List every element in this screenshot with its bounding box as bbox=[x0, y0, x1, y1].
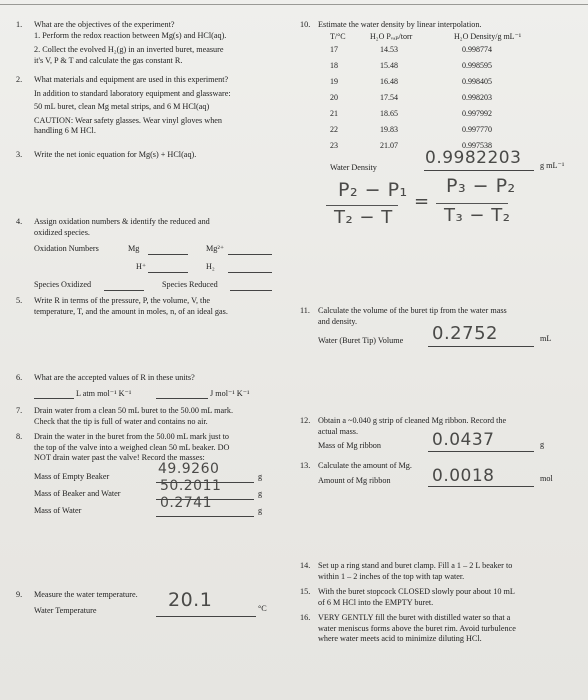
table-cell: 19 bbox=[330, 77, 338, 87]
q14 bbox=[318, 561, 584, 582]
q2 bbox=[34, 75, 296, 137]
r-latm-blank bbox=[34, 398, 74, 399]
mass-water-line bbox=[156, 516, 254, 517]
table-header: T/°C bbox=[330, 32, 346, 41]
q10-number: 10. bbox=[300, 20, 311, 29]
table-cell: 0.998595 bbox=[462, 61, 492, 71]
formula-equals: = bbox=[414, 191, 430, 212]
q5-line: temperature, T, and the amount in moles, n, of an ideal gas. bbox=[34, 306, 228, 316]
table-cell: 0.998774 bbox=[462, 45, 492, 55]
mg2-blank bbox=[228, 254, 272, 255]
h2-label: H₂ bbox=[206, 262, 215, 271]
water-temp-label: Water Temperature bbox=[34, 606, 97, 615]
table-cell: 21.07 bbox=[380, 141, 398, 151]
table-cell: 0.998405 bbox=[462, 77, 492, 87]
water-density-label: Water Density bbox=[330, 163, 377, 172]
tip-volume-label: Water (Buret Tip) Volume bbox=[318, 336, 404, 345]
q1-item-2: 2. Collect the evolved H₂(g) in an inverted buret, measure bbox=[34, 45, 224, 54]
q4-line: oxidized species. bbox=[34, 227, 90, 237]
q6-text: What are the accepted values of R in these units? bbox=[34, 373, 195, 382]
table-cell: 14.53 bbox=[380, 45, 398, 55]
formula-left-denominator: T₂ − T bbox=[334, 207, 393, 228]
table-cell: 0.997770 bbox=[462, 125, 492, 135]
q16 bbox=[318, 613, 584, 645]
q16-line: water meniscus forms above the buret rim. Avoid turbulence bbox=[318, 623, 516, 633]
table-cell: 18.65 bbox=[380, 109, 398, 119]
q10-text: Estimate the water density by linear interpolation. bbox=[318, 20, 482, 29]
r-latm-unit: L atm mol⁻¹ K⁻¹ bbox=[76, 389, 132, 398]
q7-line: Drain water from a clean 50 mL buret to the 50.00 mL mark. bbox=[34, 406, 234, 415]
q2-line: handling 6 M HCl. bbox=[34, 126, 96, 135]
q8-line: Drain the water in the buret from the 50.00 mL mark just to bbox=[34, 432, 230, 441]
q2-line: 50 mL buret, clean Mg metal strips, and 6 M HCl(aq) bbox=[34, 102, 210, 111]
q4-number: 4. bbox=[16, 217, 23, 226]
tip-volume-value: 0.2752 bbox=[432, 323, 498, 344]
water-density-unit: g mL⁻¹ bbox=[540, 161, 565, 170]
q15-number: 15. bbox=[300, 587, 311, 596]
table-cell: 0.997992 bbox=[462, 109, 492, 119]
table-cell: 22 bbox=[330, 125, 338, 135]
table-cell: 23 bbox=[330, 141, 338, 151]
mg2-label: Mg²⁺ bbox=[206, 244, 225, 253]
oxidized-blank bbox=[104, 290, 144, 291]
species-reduced-label: Species Reduced bbox=[162, 280, 218, 289]
water-temp-unit: °C bbox=[258, 604, 267, 613]
formula-left-numerator: P₂ − P₁ bbox=[338, 179, 408, 201]
q5-number: 5. bbox=[16, 296, 23, 305]
table-cell: 15.48 bbox=[380, 61, 398, 71]
table-row bbox=[330, 74, 554, 90]
mg-mass-value: 0.0437 bbox=[432, 430, 495, 450]
q4-line: Assign oxidation numbers & identify the reduced and bbox=[34, 217, 210, 226]
q8-line: NOT drain water past the valve! Record the masses: bbox=[34, 453, 205, 462]
table-row bbox=[330, 58, 554, 74]
mass-water-value: 0.2741 bbox=[160, 495, 212, 511]
reduced-blank bbox=[230, 290, 272, 291]
h2-blank bbox=[228, 272, 272, 273]
q12-number: 12. bbox=[300, 416, 311, 425]
tip-volume-line bbox=[428, 346, 534, 347]
hplus-blank bbox=[148, 272, 188, 273]
top-rule bbox=[0, 4, 588, 5]
q13-number: 13. bbox=[300, 461, 311, 470]
mass-water-unit: g bbox=[258, 506, 263, 515]
empty-beaker-value: 49.9260 bbox=[158, 461, 220, 477]
q6-number: 6. bbox=[16, 373, 23, 382]
table-row bbox=[330, 42, 554, 58]
mg-amount-unit: mol bbox=[540, 474, 553, 483]
empty-beaker-label: Mass of Empty Beaker bbox=[34, 472, 110, 481]
q16-number: 16. bbox=[300, 613, 311, 622]
q15-line: of 6 M HCl into the EMPTY buret. bbox=[318, 597, 434, 607]
mg-mass-unit: g bbox=[540, 440, 545, 449]
q1 bbox=[34, 20, 294, 66]
q1-item-3: it's V, P & T and calculate the gas constant R. bbox=[34, 55, 183, 65]
r-joule-blank bbox=[156, 398, 208, 399]
water-density-line bbox=[424, 170, 534, 171]
water-properties-table bbox=[330, 32, 554, 154]
q1-item-1: 1. Perform the redox reaction between Mg(s) and HCl(aq). bbox=[34, 30, 227, 40]
q2-line: CAUTION: Wear safety glasses. Wear vinyl gloves when bbox=[34, 115, 223, 125]
q5 bbox=[34, 296, 296, 317]
table-cell: 17.54 bbox=[380, 93, 398, 103]
r-joule-unit: J mol⁻¹ K⁻¹ bbox=[210, 389, 250, 398]
q2-line: What materials and equipment are used in this experiment? bbox=[34, 75, 229, 84]
q7-number: 7. bbox=[16, 406, 23, 415]
empty-beaker-unit: g bbox=[258, 472, 263, 481]
species-oxidized-label: Species Oxidized bbox=[34, 280, 92, 289]
oxidation-numbers-label: Oxidation Numbers bbox=[34, 244, 99, 253]
beaker-water-value: 50.2011 bbox=[160, 478, 222, 494]
q4 bbox=[34, 217, 296, 238]
table-cell: 18 bbox=[330, 61, 338, 71]
q3-text: Write the net ionic equation for Mg(s) + HCl(aq). bbox=[34, 150, 197, 159]
q8-line: the top of the valve into a weighed clean 50 mL beaker. DO bbox=[34, 442, 230, 452]
table-header: H₂O Density/g mL⁻¹ bbox=[454, 32, 522, 41]
table-row bbox=[330, 106, 554, 122]
q2-number: 2. bbox=[16, 75, 23, 84]
q3-number: 3. bbox=[16, 150, 23, 159]
q1-number: 1. bbox=[16, 20, 23, 29]
q15-line: With the buret stopcock CLOSED slowly pour about 10 mL bbox=[318, 587, 515, 596]
mg-label: Mg bbox=[128, 244, 140, 253]
mg-amount-label: Amount of Mg ribbon bbox=[318, 476, 391, 485]
q15 bbox=[318, 587, 584, 608]
q7-line: Check that the tip is full of water and contains no air. bbox=[34, 416, 208, 426]
mass-water-label: Mass of Water bbox=[34, 506, 82, 515]
table-header: H₂O Pᵥₐₚ/torr bbox=[370, 32, 413, 41]
table-cell: 17 bbox=[330, 45, 338, 55]
water-temp-line bbox=[156, 616, 256, 617]
q14-line: within 1 – 2 inches of the top with tap water. bbox=[318, 571, 465, 581]
q5-line: Write R in terms of the pressure, P, the volume, V, the bbox=[34, 296, 211, 305]
q8-number: 8. bbox=[16, 432, 23, 441]
q9-number: 9. bbox=[16, 590, 23, 599]
water-temp-value: 20.1 bbox=[168, 589, 213, 611]
table-cell: 20 bbox=[330, 93, 338, 103]
q16-line: VERY GENTLY fill the buret with distilled water so that a bbox=[318, 613, 511, 622]
q9-text: Measure the water temperature. bbox=[34, 590, 138, 599]
formula-right-denominator: T₃ − T₂ bbox=[444, 205, 511, 226]
table-cell: 0.998203 bbox=[462, 93, 492, 103]
q12-line: actual mass. bbox=[318, 426, 359, 436]
q11-line: Calculate the volume of the buret tip from the water mass bbox=[318, 306, 507, 315]
mg-mass-label: Mass of Mg ribbon bbox=[318, 441, 381, 450]
beaker-water-label: Mass of Beaker and Water bbox=[34, 489, 121, 498]
water-density-value: 0.9982203 bbox=[425, 148, 522, 168]
table-row bbox=[330, 122, 554, 138]
table-row bbox=[330, 90, 554, 106]
formula-right-numerator: P₃ − P₂ bbox=[446, 175, 516, 197]
q1-text: What are the objectives of the experiment? bbox=[34, 20, 175, 29]
q2-line: In addition to standard laboratory equipment and glassware: bbox=[34, 88, 231, 98]
hplus-label: H⁺ bbox=[136, 262, 147, 271]
q13-text: Calculate the amount of Mg. bbox=[318, 461, 412, 470]
mg-amount-value: 0.0018 bbox=[432, 466, 495, 486]
mg-blank bbox=[148, 254, 188, 255]
table-cell: 16.48 bbox=[380, 77, 398, 87]
q16-line: where water meets acid to minimize diluting HCl. bbox=[318, 634, 482, 643]
table-cell: 0.997538 bbox=[462, 141, 492, 151]
beaker-water-unit: g bbox=[258, 489, 263, 498]
table-cell: 21 bbox=[330, 109, 338, 119]
q14-line: Set up a ring stand and buret clamp. Fill a 1 – 2 L beaker to bbox=[318, 561, 513, 570]
tip-volume-unit: mL bbox=[540, 334, 552, 343]
q11-line: and density. bbox=[318, 316, 358, 326]
q14-number: 14. bbox=[300, 561, 311, 570]
table-header-row bbox=[330, 32, 554, 42]
table-cell: 19.83 bbox=[380, 125, 398, 135]
q8 bbox=[34, 432, 296, 464]
q12-line: Obtain a ~0.040 g strip of cleaned Mg ribbon. Record the bbox=[318, 416, 507, 425]
q7 bbox=[34, 406, 296, 427]
q11-number: 11. bbox=[300, 306, 310, 315]
